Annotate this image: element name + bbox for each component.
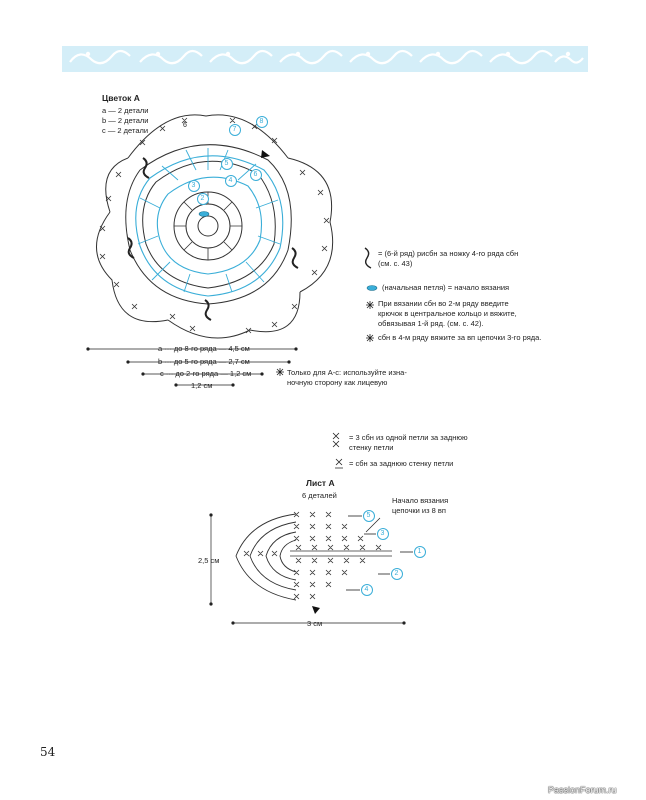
legend-dec3: = 3 сбн из одной петли за заднюю стенку петли — [349, 433, 468, 452]
round-number-4: 4 — [228, 177, 233, 184]
dim-b: b ··· до 5-го ряда — 2,7 см — [158, 357, 250, 366]
leaf-row-2: 2 — [394, 570, 399, 577]
page-number: 54 — [40, 745, 56, 759]
flower-part-c: c — 2 детали — [102, 126, 149, 135]
round-number-3: 3 — [191, 182, 196, 189]
leaf-row-5: 5 — [366, 512, 371, 519]
round-number-7: 7 — [232, 126, 237, 133]
petal-label: 6 — [183, 122, 187, 129]
flower-part-b: b — 2 детали — [102, 116, 149, 125]
round-number-5: 5 — [224, 160, 229, 167]
leaf-title: Лист А — [306, 478, 335, 488]
leaf-count: 6 деталей — [302, 491, 337, 500]
legend-special-stitch: = (6-й ряд) рисбн за ножку 4-го ряда сбн (см. с. 43) — [378, 249, 519, 268]
leaf-start-note: Начало вязания цепочки из 8 вп — [392, 496, 449, 515]
dim-a: a ··· до 8-го ряда — 4,5 см — [158, 344, 250, 353]
round-number-2: 2 — [200, 195, 205, 202]
leaf-row-4: 4 — [364, 586, 369, 593]
watermark: PassionForum.ru — [548, 785, 617, 795]
leaf-row-1: 1 — [417, 548, 422, 555]
round-number-8: 8 — [259, 118, 264, 125]
legend-back-loop: = сбн за заднюю стенку петли — [349, 459, 454, 468]
dim-c: c ··· до 2-го ряда — 1,2 см — [160, 369, 252, 378]
flower-part-a: a — 2 детали — [102, 106, 149, 115]
legend-start-loop: (начальная петля) = начало вязания — [382, 283, 510, 292]
leaf-width: 3 см — [307, 619, 323, 628]
legend-note-1: При вязании сбн во 2-м ряду введите крючок в центральное кольцо и вяжите, обвязывая 1-й ряд. (см. с. 42). — [378, 299, 517, 328]
leaf-row-3: 3 — [380, 530, 385, 537]
leaf-height: 2,5 см — [198, 556, 220, 565]
flower-title: Цветок А — [102, 93, 140, 103]
note-ac: Только для A-c: используйте изна- ночную сторону как лицевую — [287, 368, 407, 387]
legend-note-2: сбн в 4-м ряду вяжите за вп цепочки 3-го ряда. — [378, 333, 542, 342]
dim-ring: 1,2 см — [191, 381, 213, 390]
round-number-6: 6 — [253, 171, 258, 178]
